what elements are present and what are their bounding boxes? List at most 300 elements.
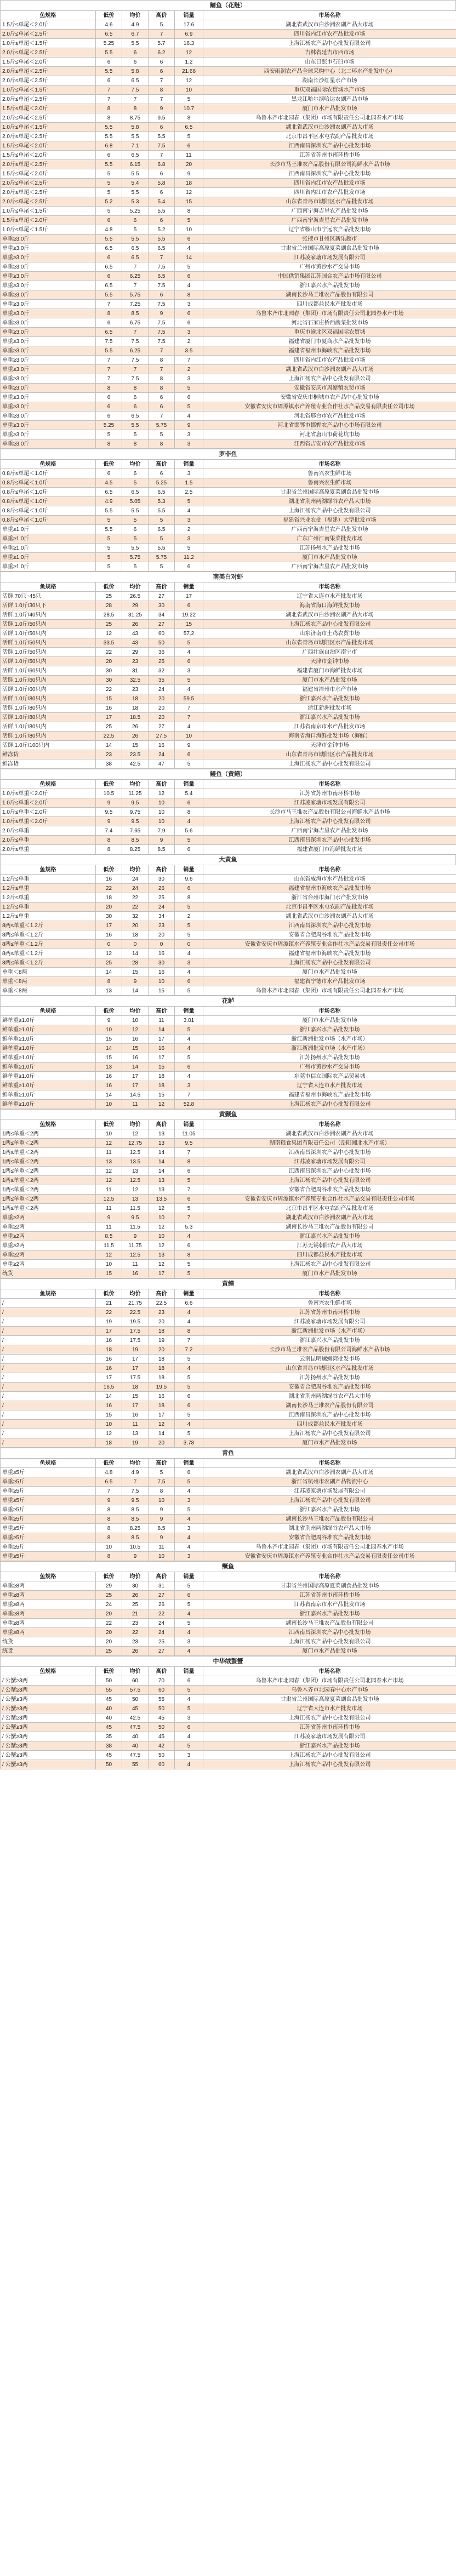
high-price-cell: 70 xyxy=(149,1676,175,1686)
avg-price-cell: 6.5 xyxy=(122,488,149,497)
market-name-cell: 辽宁省大连市水产批发市场 xyxy=(203,1081,456,1090)
market-name-cell: 甘肃省兰州国际高原夏菜副食品批发市场 xyxy=(203,244,456,253)
high-price-cell: 7 xyxy=(149,253,175,262)
low-price-cell: 6.5 xyxy=(96,281,122,290)
high-price-cell: 24 xyxy=(149,903,175,912)
high-price-cell: 12 xyxy=(149,1204,175,1213)
header-volume: 销量 xyxy=(175,460,203,469)
avg-price-cell: 10 xyxy=(122,1016,149,1025)
high-price-cell: 5 xyxy=(149,1468,175,1477)
avg-price-cell: 30 xyxy=(122,1581,149,1591)
avg-price-cell: 5.8 xyxy=(122,123,149,132)
market-name-cell: 湖南长沙马王堆农产品股份有限公司 xyxy=(203,290,456,300)
low-price-cell: 12 xyxy=(96,1250,122,1260)
avg-price-cell: 13 xyxy=(122,1167,149,1176)
fish-spec-cell: 单重≥3.0斤 xyxy=(1,290,96,300)
avg-price-cell: 23 xyxy=(122,1637,149,1647)
low-price-cell: 25 xyxy=(96,722,122,732)
high-price-cell: 13 xyxy=(149,1185,175,1195)
table-row xyxy=(1,1468,456,1477)
market-name-cell: 上海江杨农产品中心批发有限公司 xyxy=(203,1260,456,1269)
high-price-cell: 5 xyxy=(149,562,175,572)
avg-price-cell: 22 xyxy=(122,893,149,903)
fish-spec-cell: 活鲜,1.0斤/60只内 xyxy=(1,685,96,694)
volume-cell: 11.2 xyxy=(175,553,203,562)
market-name-cell: 湖北省武汉市白沙洲农副产品大市场 xyxy=(203,1213,456,1223)
high-price-cell: 5.5 xyxy=(149,207,175,216)
price-table xyxy=(0,1289,456,1448)
high-price-cell: 5 xyxy=(149,534,175,544)
volume-cell: 5 xyxy=(175,676,203,685)
fish-spec-cell: 1两≤单重＜2两 xyxy=(1,1195,96,1204)
avg-price-cell: 12 xyxy=(122,1185,149,1195)
header-high-price: 高价 xyxy=(149,1120,175,1129)
avg-price-cell: 26 xyxy=(122,620,149,629)
table-row xyxy=(1,1090,456,1100)
high-price-cell: 12 xyxy=(149,1260,175,1269)
high-price-cell: 30 xyxy=(149,875,175,884)
market-name-cell: 上海江杨农产品中心批发有限公司 xyxy=(203,817,456,826)
table-row xyxy=(1,179,456,188)
low-price-cell: 7 xyxy=(96,300,122,309)
avg-price-cell: 5.5 xyxy=(122,39,149,48)
table-row xyxy=(1,85,456,95)
high-price-cell: 17 xyxy=(149,1035,175,1044)
low-price-cell: 5.5 xyxy=(96,506,122,516)
fish-spec-cell: 1.5斤≤单尾＜2.0斤 xyxy=(1,20,96,30)
high-price-cell: 8 xyxy=(149,1487,175,1496)
table-row xyxy=(1,1628,456,1637)
low-price-cell: 17 xyxy=(96,1327,122,1336)
avg-price-cell: 5 xyxy=(122,534,149,544)
table-row xyxy=(1,1637,456,1647)
volume-cell: 5 xyxy=(175,1704,203,1713)
low-price-cell: 5.2 xyxy=(96,197,122,207)
high-price-cell: 20 xyxy=(149,704,175,713)
species-section xyxy=(0,449,456,572)
volume-cell: 3 xyxy=(175,439,203,449)
header-volume: 销量 xyxy=(175,780,203,789)
market-name-cell: 张掖市甘州区新乐超市 xyxy=(203,235,456,244)
fish-spec-cell: 1.0斤≤单尾＜1.5斤 xyxy=(1,225,96,235)
market-name-cell: 厦门市水产品批发市场 xyxy=(203,104,456,113)
avg-price-cell: 6 xyxy=(122,58,149,67)
low-price-cell: 33.5 xyxy=(96,638,122,648)
fish-spec-cell: 单重≥5斤 xyxy=(1,1477,96,1487)
high-price-cell: 14 xyxy=(149,1429,175,1438)
table-header-row xyxy=(1,865,456,875)
table-row xyxy=(1,1552,456,1561)
fish-spec-cell: 单重≥8两 xyxy=(1,1591,96,1600)
high-price-cell: 24 xyxy=(149,750,175,759)
table-row xyxy=(1,836,456,845)
low-price-cell: 22 xyxy=(96,884,122,893)
avg-price-cell: 6 xyxy=(122,402,149,412)
volume-cell: 9 xyxy=(175,421,203,430)
low-price-cell: 12 xyxy=(96,1429,122,1438)
high-price-cell: 5.2 xyxy=(149,225,175,235)
low-price-cell: 15 xyxy=(96,1053,122,1063)
volume-cell: 4 xyxy=(175,1420,203,1429)
high-price-cell: 25 xyxy=(149,1637,175,1647)
market-name-cell: 鲁南兴农生鲜市场 xyxy=(203,478,456,488)
volume-cell: 18 xyxy=(175,179,203,188)
volume-cell: 6 xyxy=(175,977,203,986)
fish-spec-cell: 单重≥3.0斤 xyxy=(1,272,96,281)
species-title: 罗非鱼 xyxy=(0,449,456,459)
fish-spec-cell: 单重≥1.0斤 xyxy=(1,562,96,572)
volume-cell: 4 xyxy=(175,1647,203,1656)
avg-price-cell: 17.5 xyxy=(122,1336,149,1345)
low-price-cell: 20 xyxy=(96,657,122,666)
low-price-cell: 5 xyxy=(96,430,122,439)
volume-cell: 1.2 xyxy=(175,58,203,67)
fish-spec-cell: 2.0斤≤单尾＜2.5斤 xyxy=(1,30,96,39)
avg-price-cell: 19 xyxy=(122,1438,149,1448)
market-name-cell: 乌鲁木齐市北园春（集团）市场有限责任公司北园春水产市场 xyxy=(203,1676,456,1686)
avg-price-cell: 19 xyxy=(122,1345,149,1355)
table-header-row xyxy=(1,780,456,789)
fish-spec-cell: 0.8斤≤单尾＜1.0斤 xyxy=(1,497,96,506)
header-low-price: 低价 xyxy=(96,1289,122,1299)
table-row xyxy=(1,666,456,676)
high-price-cell: 7.5 xyxy=(149,318,175,328)
volume-cell: 4 xyxy=(175,817,203,826)
volume-cell: 8 xyxy=(175,1250,203,1260)
high-price-cell: 6 xyxy=(149,469,175,478)
table-row xyxy=(1,1213,456,1223)
market-name-cell: 广东广州江南果菜批发市场 xyxy=(203,534,456,544)
high-price-cell: 8 xyxy=(149,85,175,95)
table-row xyxy=(1,225,456,235)
header-volume: 销量 xyxy=(175,1667,203,1676)
fish-spec-cell: 活鲜,1.0斤/50只内 xyxy=(1,648,96,657)
high-price-cell: 10 xyxy=(149,1213,175,1223)
low-price-cell: 13 xyxy=(96,986,122,996)
fish-spec-cell: / 公蟹≥3两 xyxy=(1,1704,96,1713)
avg-price-cell: 23.5 xyxy=(122,750,149,759)
volume-cell: 6 xyxy=(175,1591,203,1600)
low-price-cell: 17 xyxy=(96,921,122,930)
volume-cell: 5 xyxy=(175,1600,203,1609)
avg-price-cell: 29 xyxy=(122,601,149,610)
avg-price-cell: 5.5 xyxy=(122,132,149,141)
low-price-cell: 15 xyxy=(96,1035,122,1044)
low-price-cell: 25 xyxy=(96,1591,122,1600)
low-price-cell: 7 xyxy=(96,365,122,374)
market-name-cell: 上海江杨农产品中心批发有限公司 xyxy=(203,1100,456,1109)
table-row xyxy=(1,1063,456,1072)
avg-price-cell: 8.5 xyxy=(122,309,149,318)
high-price-cell: 20 xyxy=(149,1317,175,1327)
fish-spec-cell: / 公蟹≥3两 xyxy=(1,1723,96,1732)
table-row xyxy=(1,337,456,346)
fish-spec-cell: 活鲜,1.0斤/100只内 xyxy=(1,741,96,750)
fish-spec-cell: 1.2斤≤单重 xyxy=(1,893,96,903)
volume-cell: 8 xyxy=(175,1327,203,1336)
avg-price-cell: 31 xyxy=(122,666,149,676)
high-price-cell: 7 xyxy=(149,95,175,104)
header-high-price: 高价 xyxy=(149,780,175,789)
market-name-cell: 江苏凌家塘市场发展有限公司 xyxy=(203,1487,456,1496)
low-price-cell: 4.6 xyxy=(96,20,122,30)
fish-spec-cell: 鲜单重≥1.0斤 xyxy=(1,1090,96,1100)
fish-spec-cell: 鲜单重≥1.0斤 xyxy=(1,1063,96,1072)
volume-cell: 5 xyxy=(175,384,203,393)
market-name-cell: 四川成都益民水产批发市场 xyxy=(203,1250,456,1260)
fish-spec-cell: 活鲜,1.0斤/60只内 xyxy=(1,676,96,685)
table-row xyxy=(1,104,456,113)
low-price-cell: 20 xyxy=(96,1637,122,1647)
high-price-cell: 10 xyxy=(149,1496,175,1505)
low-price-cell: 7.5 xyxy=(96,337,122,346)
high-price-cell: 18 xyxy=(149,1327,175,1336)
market-name-cell: 广西南宁海吉星农产品批发市场 xyxy=(203,216,456,225)
low-price-cell: 15 xyxy=(96,1410,122,1420)
market-name-cell: 江苏无锡朝阳农产品大市场 xyxy=(203,1241,456,1250)
volume-cell: 5 xyxy=(175,986,203,996)
high-price-cell: 25 xyxy=(149,893,175,903)
price-table xyxy=(0,1119,456,1278)
market-name-cell: 四川省内江市农产品批发市场 xyxy=(203,188,456,197)
volume-cell: 14 xyxy=(175,253,203,262)
table-row xyxy=(1,1185,456,1195)
header-avg-price: 均价 xyxy=(122,460,149,469)
table-row xyxy=(1,1327,456,1336)
species-section xyxy=(0,572,456,769)
avg-price-cell: 5.3 xyxy=(122,197,149,207)
table-header-row xyxy=(1,1459,456,1468)
header-market-name: 市场名称 xyxy=(203,1007,456,1016)
fish-spec-cell: 1.5斤≤单尾＜2.0斤 xyxy=(1,141,96,151)
avg-price-cell: 5.05 xyxy=(122,497,149,506)
fish-spec-cell: 8两≤单重＜1.2斤 xyxy=(1,921,96,930)
volume-cell: 5 xyxy=(175,1505,203,1515)
volume-cell: 12 xyxy=(175,188,203,197)
market-name-cell: 海南省海口海鲜批发市场 xyxy=(203,601,456,610)
low-price-cell: 35 xyxy=(96,1732,122,1741)
avg-price-cell: 25 xyxy=(122,1600,149,1609)
market-name-cell: 天津市金钟市场 xyxy=(203,657,456,666)
market-name-cell: 安徽省合肥周谷堆农产品批发市场 xyxy=(203,1185,456,1195)
fish-spec-cell: 2.0斤≤单尾＜2.5斤 xyxy=(1,132,96,141)
species-section xyxy=(0,1656,456,1769)
volume-cell: 6 xyxy=(175,798,203,808)
volume-cell: 6.5 xyxy=(175,123,203,132)
market-name-cell: 浙江新洲批发市场 xyxy=(203,704,456,713)
high-price-cell: 34 xyxy=(149,610,175,620)
high-price-cell: 60 xyxy=(149,629,175,638)
header-fish-spec: 鱼规格 xyxy=(1,1459,96,1468)
volume-cell: 6 xyxy=(175,562,203,572)
market-name-cell: 上海江杨农产品中心批发有限公司 xyxy=(203,1751,456,1760)
volume-cell: 6 xyxy=(175,272,203,281)
high-price-cell: 55 xyxy=(149,1695,175,1704)
fish-spec-cell: 单重≥5斤 xyxy=(1,1515,96,1524)
volume-cell: 6 xyxy=(175,1063,203,1072)
volume-cell: 9.5 xyxy=(175,1139,203,1148)
low-price-cell: 40 xyxy=(96,1704,122,1713)
avg-price-cell: 14.5 xyxy=(122,1090,149,1100)
avg-price-cell: 7 xyxy=(122,281,149,290)
table-header-row xyxy=(1,1289,456,1299)
volume-cell: 7 xyxy=(175,704,203,713)
avg-price-cell: 19.5 xyxy=(122,1317,149,1327)
volume-cell: 3.78 xyxy=(175,1438,203,1448)
market-name-cell: 湖南长沙马王堆农产品股份有限公司 xyxy=(203,1401,456,1410)
low-price-cell: 30 xyxy=(96,666,122,676)
fish-spec-cell: 1.5斤≤单尾＜2.0斤 xyxy=(1,151,96,160)
fish-spec-cell: 活鲜,1.0斤/60只内 xyxy=(1,666,96,676)
fish-spec-cell: 活鲜,70只~45只 xyxy=(1,592,96,601)
low-price-cell: 22 xyxy=(96,648,122,657)
species-section xyxy=(0,1278,456,1448)
volume-cell: 7.2 xyxy=(175,1345,203,1355)
volume-cell: 3 xyxy=(175,328,203,337)
avg-price-cell: 7.5 xyxy=(122,337,149,346)
avg-price-cell: 11.5 xyxy=(122,1223,149,1232)
fish-spec-cell: 8两≤单重＜1.2斤 xyxy=(1,930,96,940)
avg-price-cell: 7.5 xyxy=(122,1487,149,1496)
avg-price-cell: 18 xyxy=(122,1383,149,1392)
low-price-cell: 13 xyxy=(96,1063,122,1072)
fish-spec-cell: 单重≥3.0斤 xyxy=(1,253,96,262)
header-avg-price: 均价 xyxy=(122,1572,149,1581)
table-row xyxy=(1,300,456,309)
fish-spec-cell: 0.8斤≤单尾＜1.0斤 xyxy=(1,469,96,478)
fish-spec-cell: 1.0斤≤单尾＜1.5斤 xyxy=(1,39,96,48)
high-price-cell: 12 xyxy=(149,1100,175,1109)
volume-cell: 17.6 xyxy=(175,20,203,30)
avg-price-cell: 8 xyxy=(122,384,149,393)
fish-spec-cell: 单重＜8两 xyxy=(1,968,96,977)
avg-price-cell: 31.25 xyxy=(122,610,149,620)
header-low-price: 低价 xyxy=(96,1120,122,1129)
high-price-cell: 6 xyxy=(149,188,175,197)
price-table xyxy=(0,865,456,996)
market-name-cell: 重庆市渝北区双福国际农贸城 xyxy=(203,328,456,337)
volume-cell: 4 xyxy=(175,1317,203,1327)
volume-cell: 4 xyxy=(175,1487,203,1496)
low-price-cell: 30 xyxy=(96,912,122,921)
avg-price-cell: 13.5 xyxy=(122,1157,149,1167)
volume-cell: 5 xyxy=(175,1373,203,1383)
high-price-cell: 5.25 xyxy=(149,478,175,488)
species-title: 鳙鱼（花鲢） xyxy=(0,0,456,10)
market-name-cell: 浙江嘉兴水产品批发市场 xyxy=(203,1336,456,1345)
table-row xyxy=(1,1355,456,1364)
market-name-cell: 北京市昌平区水屯农副产品批发市场 xyxy=(203,1204,456,1213)
market-name-cell: 上海江杨农产品中心批发有限公司 xyxy=(203,39,456,48)
low-price-cell: 7 xyxy=(96,374,122,384)
market-name-cell: 福建省宁德市水产品批发市场 xyxy=(203,977,456,986)
table-row xyxy=(1,1496,456,1505)
market-name-cell: 湖北省武汉市白沙洲农副产品大市场 xyxy=(203,1129,456,1139)
avg-price-cell: 11 xyxy=(122,1420,149,1429)
table-row xyxy=(1,58,456,67)
avg-price-cell: 6.5 xyxy=(122,76,149,85)
header-high-price: 高价 xyxy=(149,1459,175,1468)
table-row xyxy=(1,1044,456,1053)
market-name-cell: 江苏扬州水产品批发市场 xyxy=(203,1373,456,1383)
avg-price-cell: 23 xyxy=(122,685,149,694)
high-price-cell: 14 xyxy=(149,1157,175,1167)
fish-spec-cell: 1.0斤≤单尾＜1.5斤 xyxy=(1,123,96,132)
table-row xyxy=(1,826,456,836)
species-section xyxy=(0,1109,456,1278)
market-name-cell: 上海江杨农产品中心批发有限公司 xyxy=(203,1429,456,1438)
table-row xyxy=(1,1364,456,1373)
volume-cell: 10 xyxy=(175,85,203,95)
high-price-cell: 18 xyxy=(149,1373,175,1383)
market-name-cell: 山东省青岛市城阳区水产品批发市场 xyxy=(203,750,456,759)
fish-spec-cell: 鲜冻货 xyxy=(1,759,96,769)
fish-spec-cell: / xyxy=(1,1364,96,1373)
fish-spec-cell: 单重≥3.0斤 xyxy=(1,374,96,384)
market-name-cell: 浙江嘉兴水产品批发市场 xyxy=(203,713,456,722)
high-price-cell: 5.5 xyxy=(149,235,175,244)
high-price-cell: 7 xyxy=(149,30,175,39)
low-price-cell: 6.5 xyxy=(96,262,122,272)
volume-cell: 4 xyxy=(175,412,203,421)
low-price-cell: 14 xyxy=(96,1392,122,1401)
table-row xyxy=(1,1686,456,1695)
volume-cell: 6 xyxy=(175,1195,203,1204)
low-price-cell: 8 xyxy=(96,104,122,113)
low-price-cell: 22 xyxy=(96,685,122,694)
avg-price-cell: 22.5 xyxy=(122,1308,149,1317)
fish-spec-cell: / xyxy=(1,1327,96,1336)
volume-cell: 4 xyxy=(175,1732,203,1741)
volume-cell: 8 xyxy=(175,808,203,817)
avg-price-cell: 18 xyxy=(122,694,149,704)
table-row xyxy=(1,808,456,817)
high-price-cell: 13.5 xyxy=(149,1195,175,1204)
species-title: 青鱼 xyxy=(0,1448,456,1458)
low-price-cell: 15 xyxy=(96,1269,122,1278)
low-price-cell: 4.8 xyxy=(96,1468,122,1477)
avg-price-cell: 6.25 xyxy=(122,346,149,356)
low-price-cell: 11.5 xyxy=(96,1241,122,1250)
high-price-cell: 20 xyxy=(149,713,175,722)
table-row xyxy=(1,1260,456,1269)
high-price-cell: 18 xyxy=(149,1072,175,1081)
table-row xyxy=(1,534,456,544)
low-price-cell: 7 xyxy=(96,356,122,365)
fish-spec-cell: 活鲜,1.0斤/50只内 xyxy=(1,638,96,648)
market-name-cell: 江西南昌深圳农产品中心批发市场 xyxy=(203,1628,456,1637)
high-price-cell: 20 xyxy=(149,1438,175,1448)
volume-cell: 4 xyxy=(175,1364,203,1373)
market-name-cell: 江苏省南京市水产品批发市场 xyxy=(203,1600,456,1609)
header-volume: 销量 xyxy=(175,1572,203,1581)
species-section xyxy=(0,854,456,996)
table-row xyxy=(1,328,456,337)
low-price-cell: 5.25 xyxy=(96,39,122,48)
volume-cell: 19.22 xyxy=(175,610,203,620)
market-name-cell: 广西壮族自治区南宁市 xyxy=(203,648,456,657)
high-price-cell: 30 xyxy=(149,601,175,610)
market-name-cell: 河北省邯郸市邯郸农产品中心市场有限公司 xyxy=(203,421,456,430)
high-price-cell: 20 xyxy=(149,1345,175,1355)
header-market-name: 市场名称 xyxy=(203,865,456,875)
table-row xyxy=(1,1647,456,1656)
low-price-cell: 5.5 xyxy=(96,346,122,356)
low-price-cell: 16 xyxy=(96,1072,122,1081)
high-price-cell: 47 xyxy=(149,759,175,769)
table-row xyxy=(1,76,456,85)
fish-spec-cell: 鲜单重≥1.0斤 xyxy=(1,1025,96,1035)
